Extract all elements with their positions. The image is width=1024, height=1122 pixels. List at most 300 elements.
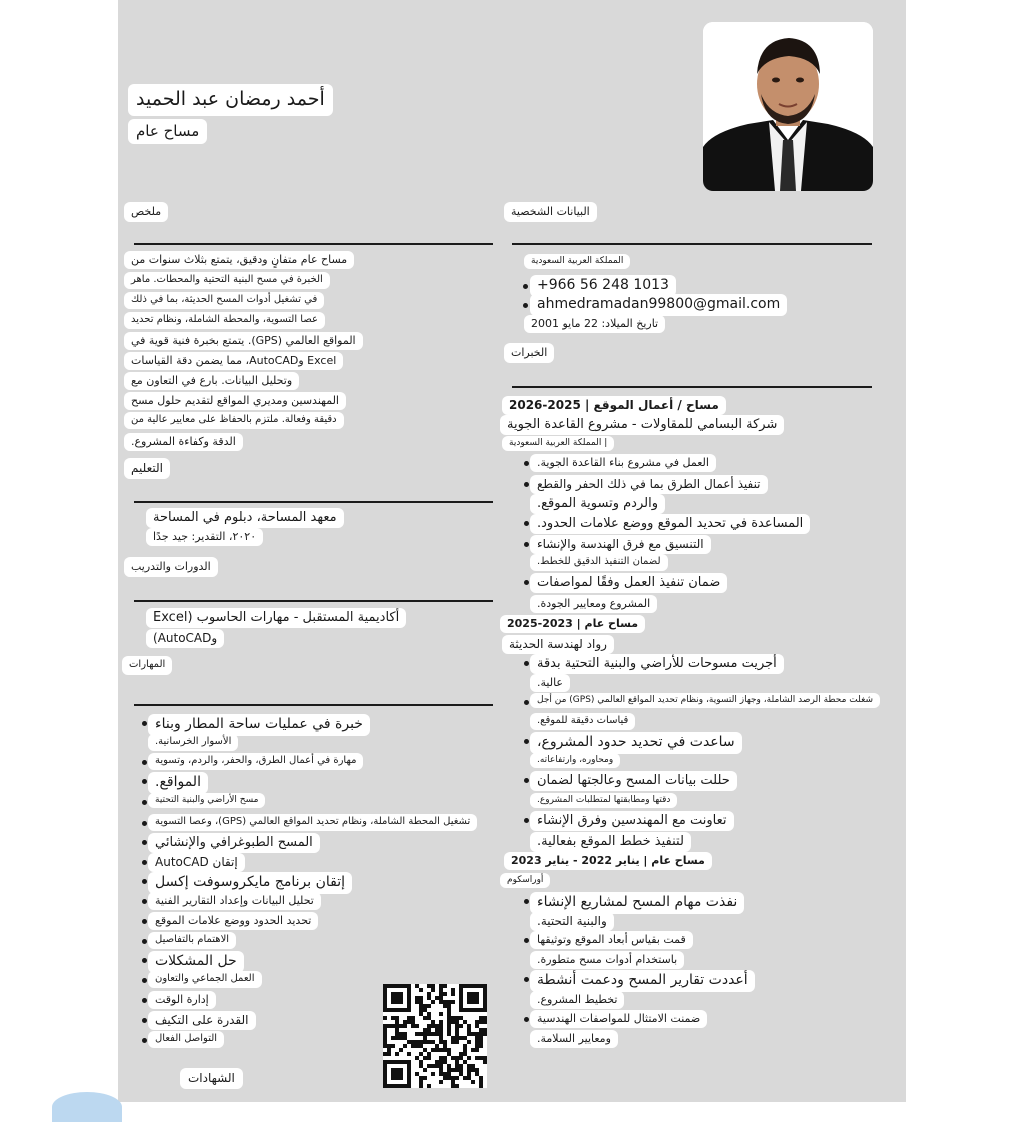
email-address[interactable]: ahmedramadan99800@gmail.com: [530, 294, 787, 316]
qr-module: [431, 1024, 435, 1028]
summary-line: عصا التسوية، والمحطة الشاملة، ونظام تحديد: [124, 312, 325, 329]
bullet: [524, 482, 529, 487]
qr-module: [471, 1064, 475, 1068]
qr-module: [459, 1056, 463, 1060]
qr-module: [447, 1064, 451, 1068]
bullet: [142, 821, 147, 826]
qr-module: [467, 1032, 471, 1036]
qr-module: [419, 1012, 423, 1016]
education-institute: معهد المساحة، دبلوم في المساحة: [146, 508, 344, 528]
qr-module: [427, 1024, 431, 1028]
qr-module: [459, 1016, 463, 1020]
job1-task: العمل في مشروع بناء القاعدة الجوية.: [530, 454, 716, 472]
qr-module: [447, 1052, 451, 1056]
qr-module: [483, 1060, 487, 1064]
qr-module: [483, 1020, 487, 1024]
qr-module: [431, 1040, 435, 1044]
bullet: [524, 580, 529, 585]
qr-module: [475, 1036, 479, 1040]
qr-module: [431, 1020, 435, 1024]
bullet: [524, 818, 529, 823]
qr-module: [415, 984, 419, 988]
job2-company: رواد لهندسة الحديثة: [502, 635, 614, 654]
skill-item: إدارة الوقت: [148, 991, 216, 1009]
bullet: [142, 939, 147, 944]
qr-module: [419, 1040, 423, 1044]
qr-module: [463, 1048, 467, 1052]
qr-module: [479, 1032, 483, 1036]
qr-module: [411, 1040, 415, 1044]
qr-module: [435, 1064, 439, 1068]
skill-item: تشغيل المحطة الشاملة، ونظام تحديد المواقع العالمي (GPS)، وعصا التسوية: [148, 814, 477, 831]
job3-task: ضمنت الامتثال للمواصفات الهندسية: [530, 1010, 707, 1028]
qr-module: [399, 1048, 403, 1052]
qr-module: [447, 1072, 451, 1076]
qr-module: [447, 1020, 451, 1024]
qr-module: [407, 1040, 411, 1044]
qr-module: [451, 988, 455, 992]
qr-module: [427, 1012, 431, 1016]
qr-module: [435, 1024, 439, 1028]
qr-module: [431, 1064, 435, 1068]
education-divider: [134, 501, 493, 503]
qr-module: [439, 1072, 443, 1076]
qr-module: [383, 1016, 387, 1020]
qr-module: [391, 1036, 395, 1040]
qr-module: [431, 1072, 435, 1076]
qr-module: [407, 1020, 411, 1024]
bullet: [142, 840, 147, 845]
qr-module: [427, 1084, 431, 1088]
qr-module: [467, 1076, 471, 1080]
qr-module: [447, 1048, 451, 1052]
bullet: [524, 542, 529, 547]
qr-module: [411, 1016, 415, 1020]
qr-module: [399, 1036, 403, 1040]
qr-module: [431, 1048, 435, 1052]
job2-task: قياسات دقيقة للموقع.: [530, 713, 635, 730]
skill-item: مسح الأراضي والبنية التحتية: [148, 793, 265, 808]
qr-module: [451, 992, 455, 996]
skill-item: التواصل الفعال: [148, 1031, 224, 1048]
bullet: [523, 284, 528, 289]
bullet: [524, 899, 529, 904]
job2-task: ساعدت في تحديد حدود المشروع،: [530, 732, 742, 754]
bullet: [524, 1017, 529, 1022]
qr-module: [479, 1084, 483, 1088]
qr-module: [403, 1032, 407, 1036]
qr-module: [451, 1080, 455, 1084]
qr-module: [423, 1032, 427, 1036]
qr-module: [475, 1068, 479, 1072]
qr-module: [383, 1044, 387, 1048]
skill-item: تحليل البيانات وإعداد التقارير الفنية: [148, 892, 321, 910]
qr-finder: [391, 992, 403, 1004]
qr-module: [415, 1032, 419, 1036]
summary-line: مساح عام متفانٍ ودقيق، يتمتع بثلاث سنوات من: [124, 251, 354, 269]
skills-divider: [134, 704, 493, 706]
qr-module: [383, 1028, 387, 1032]
qr-module: [383, 1036, 387, 1040]
qr-module: [423, 1016, 427, 1020]
qr-module: [427, 1016, 431, 1020]
bullet: [142, 978, 147, 983]
birth-date: تاريخ الميلاد: 22 مايو 2001: [524, 315, 665, 333]
qr-module: [455, 1068, 459, 1072]
skill-item: القدرة على التكيف: [148, 1011, 256, 1030]
qr-module: [467, 1068, 471, 1072]
qr-module: [451, 1040, 455, 1044]
qr-module: [475, 1020, 479, 1024]
qr-module: [439, 1064, 443, 1068]
qr-module: [387, 1044, 391, 1048]
qr-module: [435, 1044, 439, 1048]
qr-module: [459, 1024, 463, 1028]
qr-module: [395, 1036, 399, 1040]
qr-module: [483, 1056, 487, 1060]
bullet: [524, 661, 529, 666]
qr-module: [455, 1016, 459, 1020]
bullet: [142, 899, 147, 904]
skill-item: الاهتمام بالتفاصيل: [148, 932, 236, 949]
bullet: [142, 879, 147, 884]
summary-line: وتحليل البيانات. بارع في التعاون مع: [124, 372, 299, 390]
qr-module: [443, 1076, 447, 1080]
skill-item: المسح الطبوغرافي والإنشائي: [148, 833, 320, 853]
bullet: [524, 700, 529, 705]
job1-task: التنسيق مع فرق الهندسة والإنشاء: [530, 535, 711, 554]
qr-finder: [391, 1068, 403, 1080]
job2-task: حللت بيانات المسح وعالجتها لضمان: [530, 771, 737, 791]
job3-task: نفذت مهام المسح لمشاريع الإنشاء: [530, 892, 744, 914]
qr-module: [427, 1056, 431, 1060]
skill-item: إتقان برنامج مايكروسوفت إكسل: [148, 872, 352, 894]
qr-module: [427, 1064, 431, 1068]
qr-module: [467, 1072, 471, 1076]
qr-module: [455, 1036, 459, 1040]
qr-module: [395, 1032, 399, 1036]
qr-module: [431, 1032, 435, 1036]
qr-module: [395, 1028, 399, 1032]
qr-module: [459, 1068, 463, 1072]
course-line-2: وAutoCAD): [146, 629, 224, 648]
job1-company: شركة البسامي للمقاولات - مشروع القاعدة الجوية: [500, 415, 784, 435]
qr-module: [403, 1036, 407, 1040]
bullet: [524, 938, 529, 943]
qr-module: [439, 1032, 443, 1036]
qr-module: [471, 1032, 475, 1036]
qr-module: [427, 1032, 431, 1036]
qr-module: [471, 1048, 475, 1052]
qr-module: [447, 1016, 451, 1020]
qr-module: [463, 1044, 467, 1048]
qr-module: [455, 1024, 459, 1028]
qr-module: [423, 1068, 427, 1072]
job1-role: مساح / أعمال الموقع | 2025-2026: [502, 396, 726, 415]
qr-module: [443, 1044, 447, 1048]
skill-item: الأسوار الخرسانية.: [148, 734, 238, 751]
qr-module: [431, 988, 435, 992]
qr-module: [475, 1032, 479, 1036]
qr-module: [391, 1044, 395, 1048]
bullet: [524, 461, 529, 466]
corner-decoration: [52, 1092, 122, 1122]
qr-module: [383, 1032, 387, 1036]
experience-divider: [512, 386, 872, 388]
qr-module: [415, 1056, 419, 1060]
qr-module: [415, 1044, 419, 1048]
qr-module: [447, 1028, 451, 1032]
job2-task: أجريت مسوحات للأراضي والبنية التحتية بدقة: [530, 654, 784, 674]
qr-module: [455, 1084, 459, 1088]
qr-module: [463, 1060, 467, 1064]
qr-module: [419, 996, 423, 1000]
qr-module: [419, 1000, 423, 1004]
qr-module: [407, 1052, 411, 1056]
bullet: [142, 721, 147, 726]
qr-module: [479, 1028, 483, 1032]
personal-divider: [512, 243, 872, 245]
qr-module: [419, 1076, 423, 1080]
qr-module: [467, 1056, 471, 1060]
qr-module: [459, 1072, 463, 1076]
qr-module: [467, 1040, 471, 1044]
qr-module: [415, 1072, 419, 1076]
qr-module: [459, 1036, 463, 1040]
qr-module: [463, 1020, 467, 1024]
summary-line: الخبرة في مسح البنية التحتية والمحطات. ماهر: [124, 272, 330, 289]
job1-task: تنفيذ أعمال الطرق بما في ذلك الحفر والقطع: [530, 475, 768, 494]
qr-module: [423, 1056, 427, 1060]
qr-module: [395, 1024, 399, 1028]
qr-module: [395, 1020, 399, 1024]
education-year-grade: ٢٠٢٠، التقدير: جيد جدًا: [146, 528, 263, 546]
qr-module: [419, 1004, 423, 1008]
qr-module: [455, 1032, 459, 1036]
qr-module: [431, 984, 435, 988]
job2-task: دقتها ومطابقتها لمتطلبات المشروع.: [530, 793, 677, 808]
qr-module: [475, 1072, 479, 1076]
qr-module: [427, 984, 431, 988]
qr-module: [483, 1032, 487, 1036]
qr-module: [467, 1064, 471, 1068]
bullet: [142, 760, 147, 765]
qr-module: [427, 1028, 431, 1032]
skill-item: حل المشكلات: [148, 951, 244, 973]
bullet: [142, 800, 147, 805]
qr-module: [479, 1056, 483, 1060]
qr-module: [447, 1068, 451, 1072]
qr-module: [455, 1040, 459, 1044]
qr-module: [451, 1084, 455, 1088]
qr-module: [419, 988, 423, 992]
job1-task: المشروع ومعايير الجودة.: [530, 595, 657, 613]
qr-module: [435, 1048, 439, 1052]
qr-module: [415, 1024, 419, 1028]
person-name: أحمد رمضان عبد الحميد: [128, 84, 333, 116]
qr-module: [435, 1060, 439, 1064]
profile-photo: [703, 22, 873, 191]
qr-module: [451, 1056, 455, 1060]
qr-module: [455, 1056, 459, 1060]
qr-module: [419, 1064, 423, 1068]
courses-divider: [134, 600, 493, 602]
qr-module: [403, 1020, 407, 1024]
qr-module: [451, 1068, 455, 1072]
qr-module: [439, 1056, 443, 1060]
country-text: المملكة العربية السعودية: [524, 254, 630, 269]
job1-task: لضمان التنفيذ الدقيق للخطط.: [530, 554, 668, 571]
bullet: [142, 860, 147, 865]
qr-module: [391, 1024, 395, 1028]
bullet: [142, 998, 147, 1003]
qr-module: [415, 1000, 419, 1004]
qr-module: [447, 1024, 451, 1028]
summary-line: في تشغيل أدوات المسح الحديثة، بما في ذلك: [124, 292, 324, 309]
job3-task: ومعايير السلامة.: [530, 1030, 618, 1048]
qr-module: [443, 984, 447, 988]
qr-code[interactable]: [383, 984, 487, 1088]
bullet: [142, 919, 147, 924]
qr-module: [407, 1016, 411, 1020]
qr-module: [479, 1016, 483, 1020]
qr-module: [383, 1052, 387, 1056]
qr-module: [479, 1040, 483, 1044]
qr-module: [415, 1040, 419, 1044]
qr-module: [439, 1080, 443, 1084]
job2-task: ومحاوره، وارتفاعاته.: [530, 753, 620, 768]
qr-module: [423, 1008, 427, 1012]
qr-module: [423, 1004, 427, 1008]
qr-module: [447, 1076, 451, 1080]
qr-module: [439, 1000, 443, 1004]
qr-module: [455, 1060, 459, 1064]
qr-module: [459, 1052, 463, 1056]
phone-number: +966 56 248 1013: [530, 275, 676, 297]
qr-module: [439, 988, 443, 992]
qr-module: [439, 1048, 443, 1052]
skill-item: المواقع.: [148, 772, 208, 794]
qr-module: [471, 1080, 475, 1084]
qr-module: [443, 1060, 447, 1064]
qr-module: [423, 1036, 427, 1040]
job1-location: | المملكة العربية السعودية: [502, 436, 614, 451]
qr-module: [475, 1040, 479, 1044]
qr-module: [423, 1048, 427, 1052]
qr-module: [419, 1052, 423, 1056]
qr-module: [411, 1024, 415, 1028]
qr-module: [479, 1020, 483, 1024]
section-personal-heading: البيانات الشخصية: [504, 202, 597, 222]
qr-module: [439, 1036, 443, 1040]
qr-module: [435, 1032, 439, 1036]
qr-module: [447, 1000, 451, 1004]
qr-module: [423, 1040, 427, 1044]
qr-module: [443, 1004, 447, 1008]
job2-task: شغلت محطة الرصد الشاملة، وجهاز التسوية، ونظام تحديد المواقع العالمي (GPS) من أجل: [530, 693, 880, 708]
qr-module: [431, 1000, 435, 1004]
qr-module: [423, 1076, 427, 1080]
qr-module: [451, 1076, 455, 1080]
job3-role: مساح عام | يناير 2022 - يناير 2023: [504, 852, 712, 870]
qr-module: [387, 1052, 391, 1056]
qr-module: [459, 1064, 463, 1068]
job3-task: أعددت تقارير المسح ودعمت أنشطة: [530, 970, 755, 992]
qr-module: [435, 1028, 439, 1032]
bullet: [142, 1018, 147, 1023]
summary-line: الدقة وكفاءة المشروع.: [124, 433, 243, 451]
job3-task: تخطيط المشروع.: [530, 991, 624, 1009]
skill-item: تحديد الحدود ووضع علامات الموقع: [148, 912, 318, 930]
summary-line: المواقع العالمي (GPS). يتمتع بخبرة فنية قوية في: [124, 332, 363, 350]
job1-task: ضمان تنفيذ العمل وفقًا لمواصفات: [530, 573, 727, 593]
qr-module: [455, 1064, 459, 1068]
summary-line: Excel وAutoCAD، مما يضمن دقة القياسات: [124, 352, 343, 370]
qr-module: [427, 1052, 431, 1056]
qr-module: [447, 1004, 451, 1008]
job1-task: المساعدة في تحديد الموقع ووضع علامات الحدود.: [530, 514, 810, 534]
qr-module: [443, 1000, 447, 1004]
bullet: [142, 1038, 147, 1043]
qr-module: [383, 1024, 387, 1028]
qr-module: [403, 1044, 407, 1048]
qr-module: [455, 1020, 459, 1024]
job-title: مساح عام: [128, 119, 207, 144]
job3-task: قمت بقياس أبعاد الموقع وتوثيقها: [530, 931, 693, 949]
qr-module: [395, 1052, 399, 1056]
qr-module: [387, 1048, 391, 1052]
section-certificates-heading: الشهادات: [180, 1068, 243, 1089]
skill-item: إتقان AutoCAD: [148, 853, 245, 872]
qr-module: [411, 1044, 415, 1048]
job1-task: والردم وتسوية الموقع.: [530, 494, 665, 514]
qr-module: [443, 1056, 447, 1060]
qr-module: [443, 1040, 447, 1044]
qr-module: [467, 1028, 471, 1032]
qr-module: [463, 1052, 467, 1056]
qr-module: [479, 1076, 483, 1080]
qr-module: [419, 1080, 423, 1084]
qr-module: [423, 1028, 427, 1032]
section-skills-heading: المهارات: [122, 656, 172, 675]
qr-module: [427, 992, 431, 996]
qr-module: [383, 1040, 387, 1044]
qr-module: [479, 1044, 483, 1048]
qr-module: [475, 1056, 479, 1060]
qr-module: [479, 1080, 483, 1084]
qr-module: [415, 996, 419, 1000]
qr-module: [395, 1016, 399, 1020]
section-courses-heading: الدورات والتدريب: [124, 557, 218, 577]
qr-module: [455, 1028, 459, 1032]
qr-module: [443, 992, 447, 996]
qr-module: [435, 996, 439, 1000]
qr-module: [419, 1084, 423, 1088]
qr-module: [439, 984, 443, 988]
qr-module: [439, 1060, 443, 1064]
qr-module: [463, 1076, 467, 1080]
qr-module: [419, 1008, 423, 1012]
qr-module: [439, 992, 443, 996]
skill-item: مهارة في أعمال الطرق، والحفر، والردم، وتسوية: [148, 753, 363, 770]
qr-module: [439, 1012, 443, 1016]
qr-module: [427, 1040, 431, 1044]
course-line-1: أكاديمية المستقبل - مهارات الحاسوب (Excel: [146, 608, 406, 628]
qr-module: [399, 1024, 403, 1028]
qr-module: [443, 1048, 447, 1052]
summary-divider: [134, 243, 493, 245]
qr-module: [439, 996, 443, 1000]
